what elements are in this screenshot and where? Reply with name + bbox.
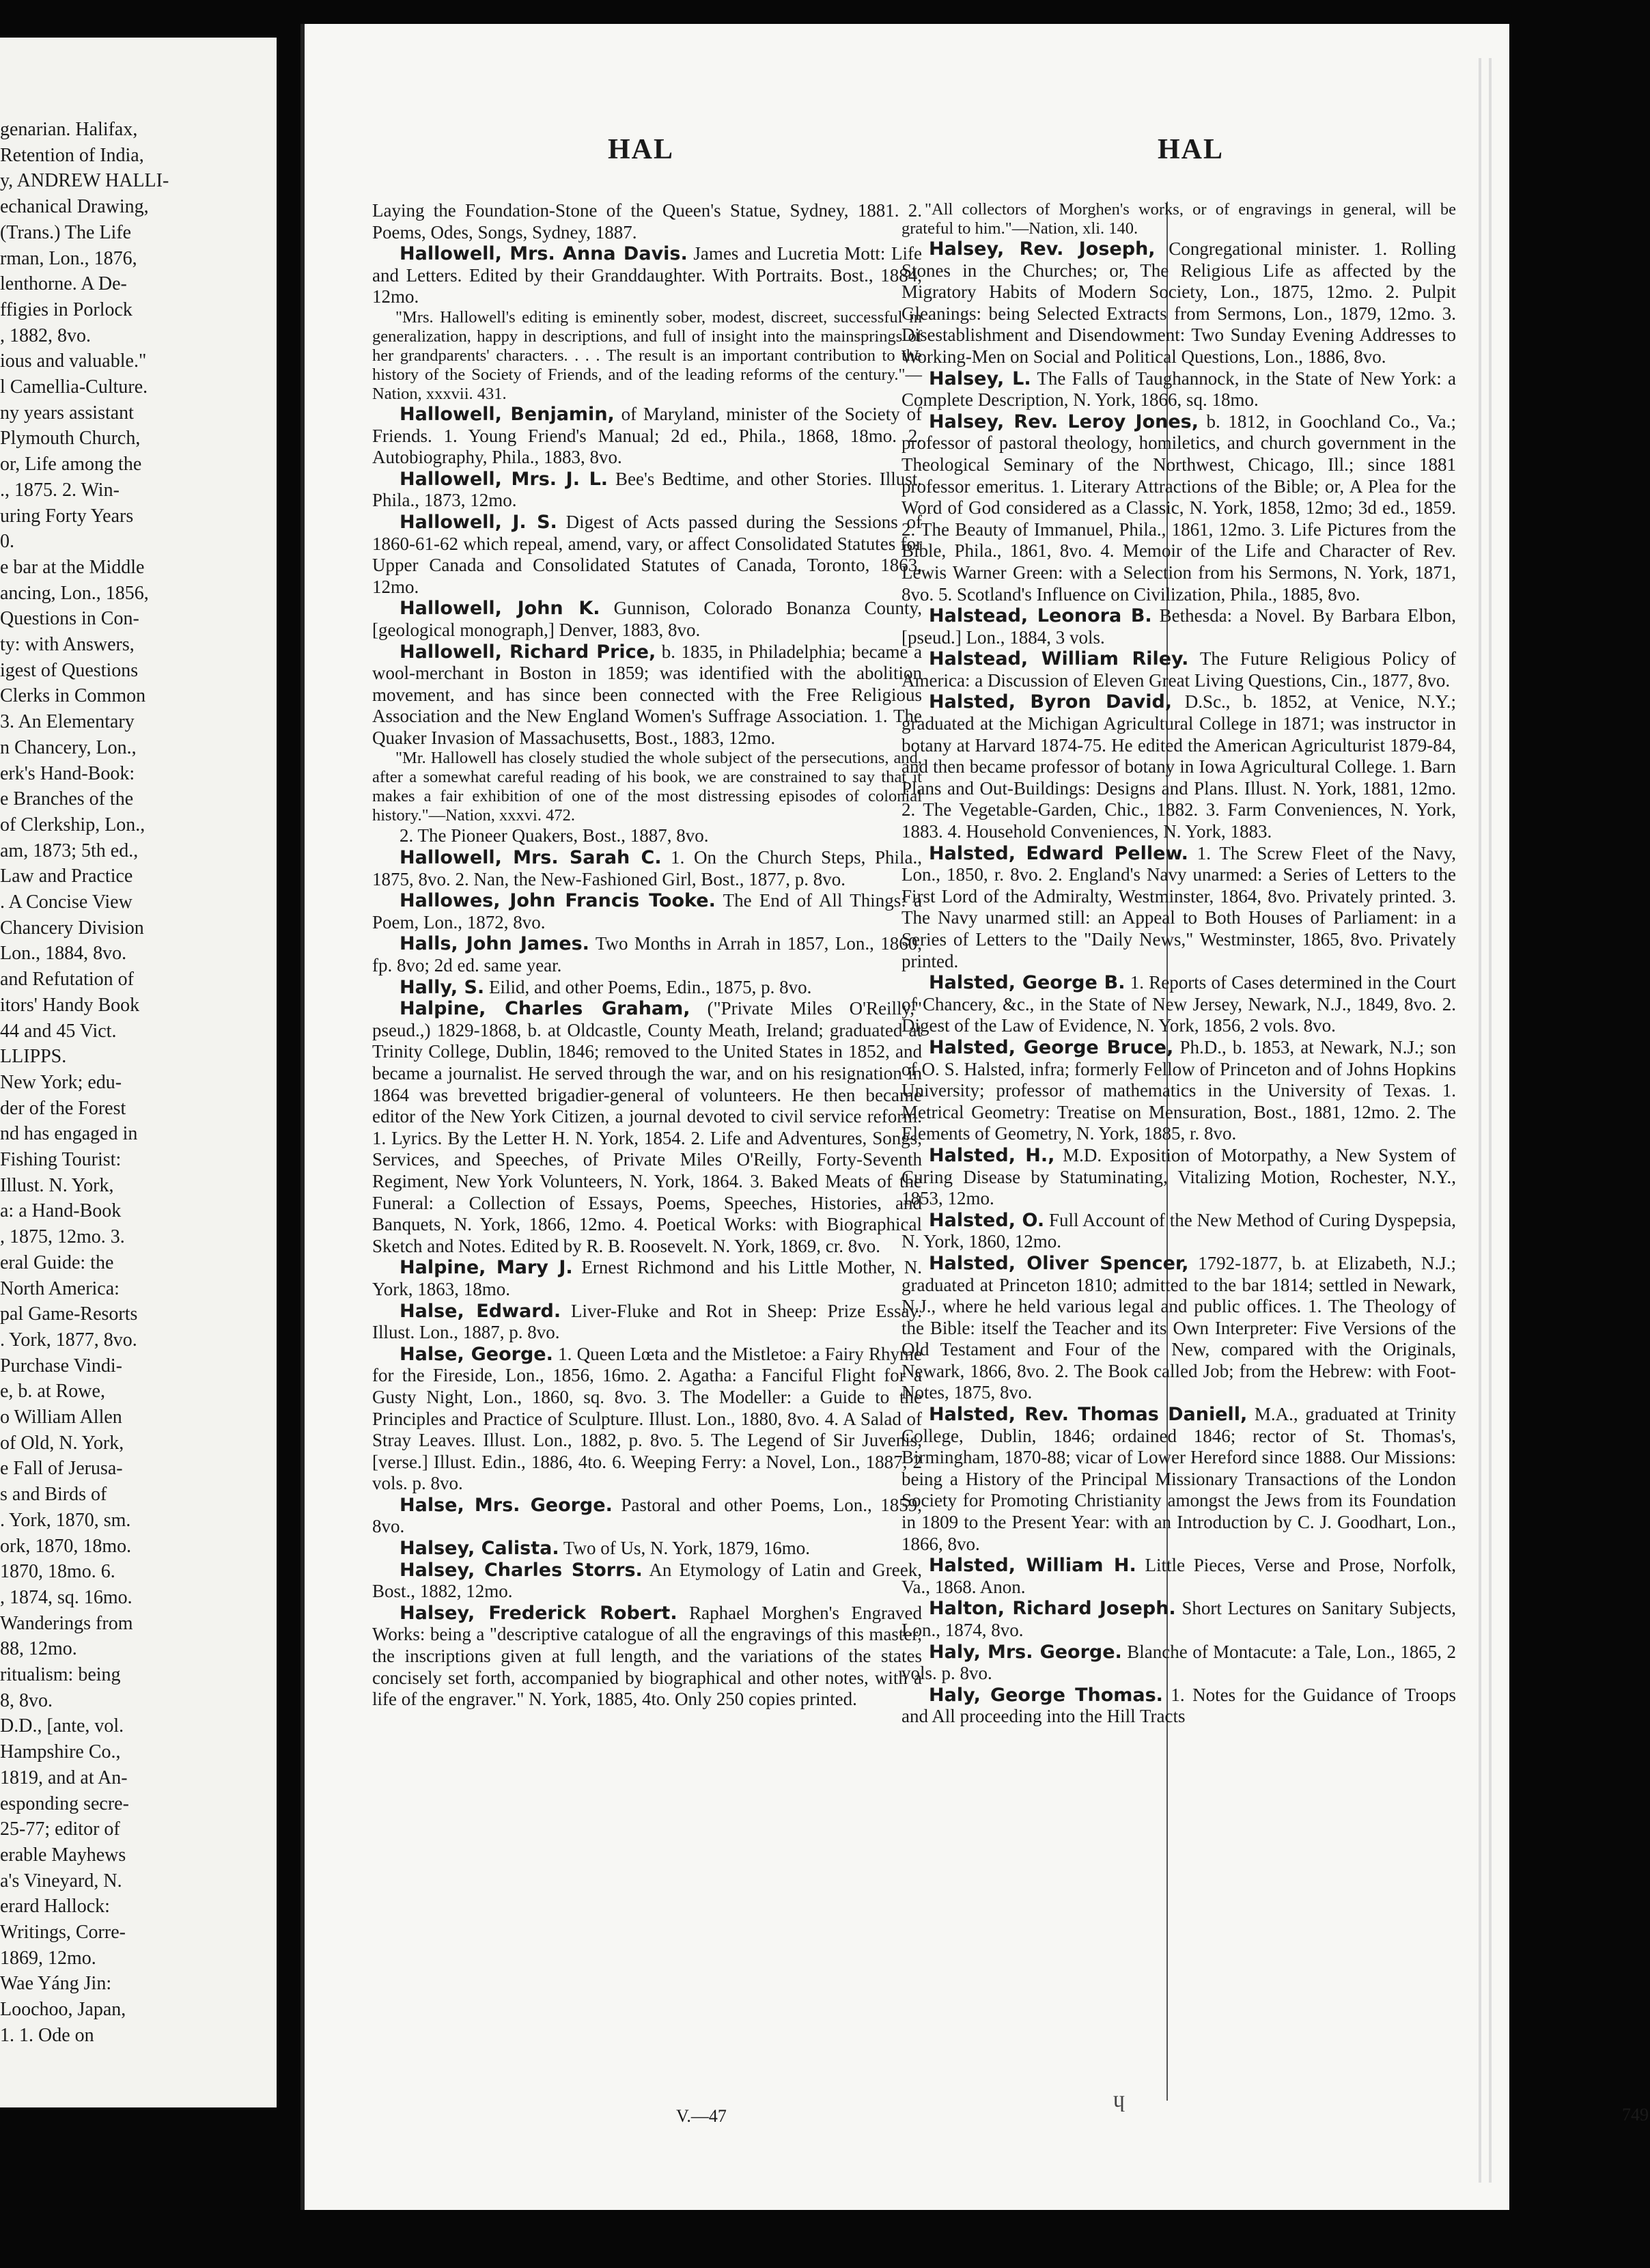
facing-page-line: ancing, Lon., 1856,: [0, 582, 149, 604]
facing-page-line: esponding secre-: [0, 1793, 129, 1814]
entry-text: D.Sc., b. 1852, at Venice, N.Y.; graduated at the Michigan Agricultural College in 1871; was instructor in botany at Harvard 1874-75. He edited the American Agriculturist 1879-84, and then became professor of botany in Iowa Agricultural College. 1. Barn Plans and Out-Buildings: Designs and Plans. Illust. N. York, 1881, 12mo. 2. The Vegetable-Garden, Chic., 1882. 3. Farm Conveniences, N. York, 1883. 4. Household Conveniences, N. York, 1883.: [901, 691, 1456, 842]
entry-text: Two Months in Arrah in 1857, Lon., 1860, fp. 8vo; 2d ed. same year.: [372, 933, 922, 976]
entry-headword: Halsted, George B.: [929, 972, 1125, 994]
entry-text: Ph.D., b. 1853, at Newark, N.J.; son of O. S. Halsted, infra; formerly Fellow of Princeton and of Johns Hopkins University; professor of mathematics in the University of Texas. 1. Metrical Geometry: Treatise on Mensuration, Bost., 1881, 12mo. 2. The Elements of Geometry, N. York, 1885, r. 8vo.: [901, 1036, 1456, 1144]
facing-page-line: . York, 1877, 8vo.: [0, 1329, 137, 1351]
facing-page-line: Clerks in Common: [0, 685, 146, 707]
facing-page-line: a: a Hand-Book: [0, 1200, 122, 1222]
dictionary-entry: [372, 933, 922, 976]
entry-headword: Halsey, Rev. Joseph,: [929, 238, 1156, 260]
entry-text: "All collectors of Morghen's works, or of engravings in general, will be grateful to him."—Nation, xli. 140.: [901, 200, 1456, 238]
facing-page-line: uring Forty Years: [0, 505, 134, 527]
dictionary-entry: [372, 1495, 922, 1538]
facing-page-line: Writings, Corre-: [0, 1922, 126, 1943]
entry-text: The Falls of Taughannock, in the State of New York: a Complete Description, N. York, 1866, sq. 18mo.: [901, 368, 1457, 411]
entry-headword: Halton, Richard Joseph.: [929, 1598, 1176, 1620]
facing-page-line: 1870, 18mo. 6.: [0, 1561, 115, 1583]
entry-headword: Halsey, Frederick Robert.: [400, 1602, 677, 1624]
entry-headword: Halls, John James.: [400, 933, 589, 955]
entry-headword: Hallowell, Mrs. J. L.: [400, 468, 609, 490]
dictionary-entry: [372, 1603, 922, 1711]
entry-text: The End of All Things: a Poem, Lon., 1872, 8vo.: [372, 890, 922, 932]
facing-page-line: of Clerkship, Lon.,: [0, 814, 145, 835]
facing-page-line: igest of Questions: [0, 659, 139, 681]
entry-text: 1. The Screw Fleet of the Navy, Lon., 1850, r. 8vo. 2. England's Navy unarmed: a Series of Letters to the First Lord of the Admiralty, Westminster, 1864, 8vo. Privately printed. 3. The Navy unarmed still: an Appeal to Both Houses of Parliament: in a Series of Letters to the "Daily News," Westminster, 1865, 8vo. Privately printed.: [901, 842, 1457, 971]
facing-page-line: rman, Lon., 1876,: [0, 247, 137, 269]
facing-page-line: , 1875, 12mo. 3.: [0, 1226, 125, 1248]
dictionary-entry: [372, 200, 922, 243]
dictionary-entry: [372, 998, 922, 1257]
entry-text: Bethesda: a Novel. By Barbara Elbon, [pseud.] Lon., 1884, 3 vols.: [901, 605, 1456, 648]
entry-text: 1. Reports of Cases determined in the Court of Chancery, &c., in the State of New Jersey, Newark, N.J., 1849, 8vo. 2. Digest of the Law of Evidence, N. York, 1856, 2 vols. 8vo.: [901, 972, 1456, 1036]
entry-headword: Halpine, Mary J.: [400, 1257, 573, 1279]
facing-page-line: Fishing Tourist:: [0, 1149, 122, 1170]
dictionary-entry: [901, 1642, 1456, 1685]
entry-text: M.A., graduated at Trinity College, Dublin, 1846; ordained 1846; rector of St. Thomas's, Birmingham, 1870-88; vicar of Lower Hereford since 1888. Our Missions: being a History of the Principal Missionary Transactions of the London Society for Promoting Christianity amongst the Jews from its Foundation in 1809 to the Present Year: with an Introduction by C. J. Goodhart, Lon., 1866, 8vo.: [901, 1404, 1456, 1554]
right-column: [901, 200, 1456, 1728]
facing-page-line: ritualism: being: [0, 1664, 121, 1685]
dictionary-entry: [901, 843, 1456, 973]
entry-text: An Etymology of Latin and Greek, Bost., 1882, 12mo.: [372, 1559, 922, 1602]
facing-page-line: or, Life among the: [0, 454, 142, 475]
dictionary-entry: [901, 648, 1456, 691]
entry-text: The Future Religious Policy of America: a Discussion of Eleven Great Living Questions, Cin., 1877, 8vo.: [901, 648, 1456, 691]
facing-page-line: 0.: [0, 531, 14, 553]
dictionary-entry: [901, 411, 1456, 605]
facing-page-line: 3. An Elementary: [0, 711, 135, 733]
entry-text: 1. Notes for the Guidance of Troops and All proceeding into the Hill Tracts: [901, 1684, 1456, 1727]
facing-page-line: 1. 1. Ode on: [0, 2024, 94, 2046]
dictionary-entry: [372, 1257, 922, 1300]
entry-headword: Halstead, Leonora B.: [929, 605, 1152, 627]
facing-page-line: am, 1873; 5th ed.,: [0, 840, 139, 861]
facing-page-line: 1869, 12mo.: [0, 1947, 96, 1969]
facing-page-line: D.D., [ante, vol.: [0, 1715, 124, 1737]
dictionary-entry: [372, 977, 922, 999]
entry-headword: Haly, Mrs. George.: [929, 1641, 1122, 1663]
dictionary-entry: [901, 605, 1456, 648]
entry-headword: Hallowes, John Francis Tooke.: [400, 890, 716, 912]
entry-text: 1. On the Church Steps, Phila., 1875, 8vo. 2. Nan, the New-Fashioned Girl, Bost., 1877, p. 8vo.: [372, 847, 922, 889]
facing-page-line: y, ANDREW HALLI-: [0, 170, 169, 192]
running-head-left: HAL: [608, 134, 675, 165]
facing-page-line: LLIPPS.: [0, 1046, 67, 1068]
left-column: [372, 200, 922, 1711]
dictionary-entry: [372, 469, 922, 512]
entry-headword: Halse, George.: [400, 1343, 553, 1365]
facing-page-line: Chancery Division: [0, 917, 144, 939]
entry-headword: Halsey, Rev. Leroy Jones,: [929, 411, 1199, 432]
facing-page-line: e, b. at Rowe,: [0, 1381, 105, 1402]
entry-headword: Halsted, O.: [929, 1209, 1045, 1231]
entry-headword: Halsey, Charles Storrs.: [400, 1559, 643, 1581]
entry-headword: Halse, Edward.: [400, 1300, 561, 1322]
facing-page-line: ny years assistant: [0, 402, 134, 424]
entry-headword: Hallowell, Richard Price,: [400, 641, 656, 663]
entry-text: Short Lectures on Sanitary Subjects, Lon., 1874, 8vo.: [901, 1598, 1456, 1640]
facing-page-line: e Fall of Jerusa-: [0, 1458, 123, 1480]
entry-text: 1792-1877, b. at Elizabeth, N.J.; graduated at Princeton 1810; admitted to the bar 1814; settled in Newark, N.J., where he held various legal and public offices. 1. The Theology of the Bible: itself the Teacher and its Own Interpreter: Five Versions of the Old Testament and Four of the New, compared with the Originals, Newark, 1866, 8vo. 2. The Book called Job; from the Hebrew: with Foot-Notes, 1875, 8vo.: [901, 1252, 1456, 1403]
entry-text: b. 1812, in Goochland Co., Va.; professor of pastoral theology, homiletics, and church government in the Theological Seminary of the Northwest, Chicago, Ill.; since 1881 professor emeritus. 1. Literary Attractions of the Bible; or, A Plea for the Word of God considered as a Classic, N. York, 1858, 12mo; 3d ed., 1859. 2. The Beauty of Immanuel, Phila., 1861, 12mo. 3. Life Pictures from the Bible, Phila., 1861, 8vo. 4. Memoir of the Life and Character of Rev. Lewis Warner Green: with a Selection from his Sermons, N. York, 1871, 8vo. 5. Scotland's Influence on Civilization, Phila., 1885, 8vo.: [901, 411, 1456, 605]
entry-headword: Halse, Mrs. George.: [400, 1494, 613, 1516]
entry-text: Raphael Morghen's Engraved Works: being a "descriptive catalogue of all the engravings of this master, the inscriptions given at full length, and the variations of the states concisely set forth, accompanied by biographical and other notes, with a life of the engraver." N. York, 1885, 4to. Only 250 copies printed.: [372, 1602, 922, 1710]
facing-page-line: erard Hallock:: [0, 1896, 110, 1918]
dictionary-entry: [372, 890, 922, 933]
entry-text: of Maryland, minister of the Society of Friends. 1. Young Friend's Manual; 2d ed., Phila., 1868, 18mo. 2. Autobiography, Phila., 1883, 8vo.: [372, 403, 922, 468]
facing-page-line: Plymouth Church,: [0, 428, 141, 450]
facing-page-line: a's Vineyard, N.: [0, 1870, 122, 1892]
entry-text: Congregational minister. 1. Rolling Stones in the Churches; or, The Religious Life as affected by the Migratory Habits of Modern Society, Lon., 1875, 12mo. 2. Pulpit Gleanings: being Selected Extracts from Sermons, Lon., 1879, 12mo. 3. Disestablishment and Disendowment: Two Sunday Evening Addresses to Working-Men on Social and Political Questions, Lon., 1886, 8vo.: [901, 238, 1456, 367]
facing-page-line: der of the Forest: [0, 1097, 126, 1119]
dictionary-page: [300, 24, 1649, 2210]
entry-text: Gunnison, Colorado Bonanza County, [geological monograph,] Denver, 1883, 8vo.: [372, 598, 922, 640]
entry-text: ("Private Miles O'Reilly," pseud.,) 1829-1868, b. at Oldcastle, County Meath, Ireland; graduated at Trinity College, Dublin, 1846; removed to the United States in 1852, and became a journalist. He served through the war, and on his resignation in 1864 was brevetted brigadier-general of volunteers. He then became editor of the New York Citizen, a journal devoted to civil service reform. 1. Lyrics. By the Letter H. N. York, 1854. 2. Life and Adventures, Songs, Services, and Speeches, of Private Miles O'Reilly, Forty-Seventh Regiment, New York Volunteers, N. York, 1864. 3. Baked Meats of the Funeral: a Collection of Essays, Poems, Speeches, Histories, and Banquets, N. York, 1866, 12mo. 4. Poetical Works: with Biographical Sketch and Notes. Edited by R. B. Roosevelt. N. York, 1869, cr. 8vo.: [372, 998, 923, 1256]
facing-page-line: . York, 1870, sm.: [0, 1509, 131, 1531]
running-head-right: HAL: [1158, 134, 1225, 165]
entry-headword: Halsted, Oliver Spencer,: [929, 1252, 1189, 1274]
dictionary-entry: [372, 1538, 922, 1560]
dictionary-entry: [901, 1598, 1456, 1641]
page-edge: [1479, 58, 1481, 2183]
facing-page-line: Loochoo, Japan,: [0, 1999, 126, 2021]
facing-page-line: Wanderings from: [0, 1612, 133, 1634]
dictionary-entry: [372, 243, 922, 308]
entry-headword: Halsted, Byron David,: [929, 691, 1173, 713]
entry-headword: Halsted, H.,: [929, 1144, 1055, 1166]
entry-text: b. 1835, in Philadelphia; became a wool-merchant in Boston in 1859; was identified with the abolition movement, and has since been connected with the Free Religious Association and the New England Women's Suffrage Association. 1. The Quaker Invasion of Massachusetts, Bost., 1883, 12mo.: [372, 641, 923, 748]
entry-text: Liver-Fluke and Rot in Sheep: Prize Essay. Illust. Lon., 1887, p. 8vo.: [372, 1300, 922, 1343]
dictionary-entry: [372, 641, 922, 749]
entry-text: James and Lucretia Mott: Life and Letters. Edited by their Granddaughter. With Portraits. Bost., 1884, 12mo.: [372, 243, 922, 307]
entry-headword: Hallowell, John K.: [400, 598, 600, 620]
facing-page-line: erk's Hand-Book:: [0, 762, 135, 784]
facing-page-line: and Refutation of: [0, 969, 134, 991]
dictionary-entry: [901, 1037, 1456, 1145]
facing-page-line: Retention of India,: [0, 144, 144, 166]
facing-page-line: , 1882, 8vo.: [0, 324, 91, 346]
facing-page-line: North America:: [0, 1277, 120, 1299]
entry-headword: Hallowell, Mrs. Sarah C.: [400, 847, 662, 869]
facing-page-fragment: [0, 38, 277, 2107]
entry-headword: Hallowell, Benjamin,: [400, 403, 615, 425]
entry-headword: Halsted, Edward Pellew.: [929, 842, 1188, 864]
facing-page-line: itors' Handy Book: [0, 994, 140, 1016]
facing-page-line: Illust. N. York,: [0, 1174, 114, 1196]
facing-page-line: Lon., 1884, 8vo.: [0, 943, 127, 965]
dictionary-entry: [901, 1253, 1456, 1404]
facing-page-line: ty: with Answers,: [0, 634, 135, 655]
dictionary-entry: [372, 512, 922, 598]
entry-text: 2. The Pioneer Quakers, Bost., 1887, 8vo.: [400, 825, 709, 846]
review-quote: [372, 749, 922, 825]
entry-headword: Halpine, Charles Graham,: [400, 998, 690, 1020]
facing-page-line: Purchase Vindi-: [0, 1355, 122, 1377]
entry-headword: Hallowell, Mrs. Anna Davis.: [400, 243, 688, 265]
dictionary-entry: [901, 1555, 1456, 1598]
facing-page-line: genarian. Halifax,: [0, 119, 138, 140]
facing-page-line: 88, 12mo.: [0, 1638, 77, 1660]
dictionary-entry: [372, 598, 922, 641]
facing-page-line: echanical Drawing,: [0, 196, 149, 218]
entry-headword: Halsted, William H.: [929, 1555, 1136, 1577]
entry-headword: Hallowell, J. S.: [400, 511, 557, 533]
dictionary-entry: [372, 1344, 922, 1495]
facing-page-line: eral Guide: the: [0, 1251, 114, 1273]
entry-text: Digest of Acts passed during the Sessions of 1860-61-62 which repeal, amend, vary, or affect Consolidated Statutes for Upper Canada and Consolidated Statutes of Canada, Toronto, 1863, 12mo.: [372, 511, 923, 597]
dictionary-entry: [901, 1404, 1456, 1555]
review-quote: [901, 200, 1456, 238]
entry-headword: Halsey, Calista.: [400, 1538, 559, 1560]
dictionary-entry: [901, 691, 1456, 842]
page-edge: [1489, 58, 1492, 2183]
facing-page-line: pal Game-Resorts: [0, 1303, 138, 1325]
entry-text: "Mr. Hallowell has closely studied the whole subject of the persecutions, and, after a somewhat careful reading of his book, we are constrained to say that it makes a fair exhibition of one of the most distressing episodes of colonial history."—Nation, xxxvi. 472.: [372, 749, 922, 825]
entry-text: Ernest Richmond and his Little Mother, N. York, 1863, 18mo.: [372, 1257, 922, 1299]
dictionary-entry: [901, 1145, 1456, 1210]
entry-text: Laying the Foundation-Stone of the Queen's Statue, Sydney, 1881. 2. Poems, Odes, Songs, Sydney, 1887.: [372, 200, 922, 243]
dictionary-entry: [372, 1301, 922, 1344]
facing-page-line: New York; edu-: [0, 1071, 122, 1093]
facing-page-line: nd has engaged in: [0, 1123, 138, 1145]
dictionary-entry: [372, 825, 922, 847]
dictionary-entry: [901, 1210, 1456, 1253]
facing-page-line: (Trans.) The Life: [0, 221, 132, 243]
entry-headword: Haly, George Thomas.: [929, 1684, 1163, 1706]
facing-page-line: s and Birds of: [0, 1484, 107, 1506]
facing-page-line: 1819, and at An-: [0, 1767, 128, 1788]
dictionary-entry: [901, 238, 1456, 368]
entry-text: M.D. Exposition of Motorpathy, a New System of Curing Disease by Statuminating, Vitalizing Motion, Rochester, N.Y., 1853, 12mo.: [901, 1144, 1456, 1209]
entry-headword: Halstead, William Riley.: [929, 648, 1189, 670]
dictionary-entry: [372, 404, 922, 469]
facing-page-line: 8, 8vo.: [0, 1689, 53, 1711]
page-number: 749: [1622, 2105, 1649, 2125]
facing-page-line: 25-77; editor of: [0, 1818, 120, 1840]
facing-page-line: ffigies in Porlock: [0, 299, 132, 320]
facing-page-line: e bar at the Middle: [0, 556, 145, 578]
facing-page-line: ., 1875. 2. Win-: [0, 479, 120, 501]
facing-page-line: Hampshire Co.,: [0, 1741, 121, 1763]
entry-headword: Halsted, George Bruce,: [929, 1036, 1174, 1058]
dictionary-entry: [901, 972, 1456, 1037]
facing-page-line: ious and valuable.": [0, 350, 147, 372]
facing-page-line: , 1874, sq. 16mo.: [0, 1586, 132, 1608]
facing-page-line: o William Allen: [0, 1407, 122, 1428]
entry-text: Two of Us, N. York, 1879, 16mo.: [559, 1538, 811, 1559]
facing-page-line: e Branches of the: [0, 788, 134, 810]
entry-text: 1. Queen Lœta and the Mistletoe: a Fairy Rhyme for the Fireside, Lon., 1856, 16mo. 2. Agatha: a Fanciful Flight for a Gusty Night, Lon., 1860, sq. 8vo. 3. The Modeller: a Guide to the Principles and Practice of Sculpture. Illust. Lon., 1880, 8vo. 4. A Salad of Stray Leaves. Illust. Lon., 1882, p. 8vo. 5. The Legend of Sir Juvenis, [verse.] Illust. Edin., 1886, 4to. 6. Weeping Ferry: a Novel, Lon., 1887, 2 vols. p. 8vo.: [372, 1343, 922, 1494]
entry-text: Pastoral and other Poems, Lon., 1859, 8vo.: [372, 1494, 922, 1537]
dictionary-entry: [901, 1685, 1456, 1728]
review-quote: [372, 308, 922, 404]
entry-text: Full Account of the New Method of Curing Dyspepsia, N. York, 1860, 12mo.: [901, 1209, 1456, 1252]
facing-page-line: of Old, N. York,: [0, 1432, 124, 1454]
facing-page-line: lenthorne. A De-: [0, 273, 127, 295]
entry-text: Little Pieces, Verse and Prose, Norfolk, Va., 1868. Anon.: [901, 1555, 1456, 1597]
facing-page-line: l Camellia-Culture.: [0, 376, 148, 398]
signature-mark: V.—47: [676, 2106, 727, 2126]
entry-headword: Halsey, L.: [929, 368, 1031, 389]
facing-page-line: ork, 1870, 18mo.: [0, 1535, 132, 1557]
facing-page-line: erable Mayhews: [0, 1844, 126, 1866]
entry-headword: Hally, S.: [400, 976, 485, 998]
facing-page-line: 44 and 45 Vict.: [0, 1020, 117, 1042]
dictionary-entry: [372, 1560, 922, 1603]
facing-page-line: . A Concise View: [0, 891, 132, 913]
entry-text: "Mrs. Hallowell's editing is eminently sober, modest, discreet, successful in generalization, happy in descriptions, and full of insight into the mainsprings of her grandparents' characters. . . . The result is an important contribution to the history of the Society of Friends, and of the leading reforms of the century."—Nation, xxxvii. 431.: [372, 307, 922, 403]
entry-text: Eilid, and other Poems, Edin., 1875, p. 8vo.: [484, 976, 812, 997]
facing-page-line: Questions in Con-: [0, 608, 139, 630]
facing-page-line: n Chancery, Lon.,: [0, 736, 137, 758]
dictionary-entry: [901, 368, 1456, 411]
dictionary-entry: [372, 847, 922, 890]
entry-text: Blanche of Montacute: a Tale, Lon., 1865, 2 vols. p. 8vo.: [901, 1641, 1456, 1684]
stray-mark: ɥ: [1113, 2087, 1125, 2112]
entry-headword: Halsted, Rev. Thomas Daniell,: [929, 1404, 1248, 1426]
entry-text: Bee's Bedtime, and other Stories. Illust. Phila., 1873, 12mo.: [372, 468, 923, 511]
facing-page-line: Wae Yáng Jin:: [0, 1973, 112, 1995]
facing-page-line: Law and Practice: [0, 866, 133, 887]
